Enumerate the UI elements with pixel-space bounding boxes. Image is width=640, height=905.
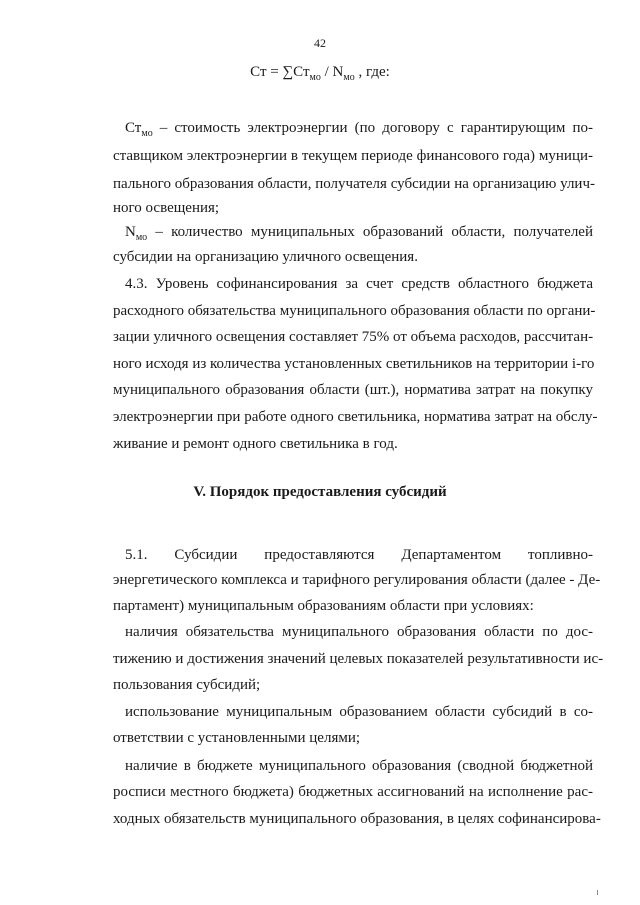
- definition-st-line-1: [125, 118, 593, 144]
- condition-3-line-2: росписи местного бюджета) бюджетных ассигнований на исполнение рас-: [113, 784, 593, 800]
- paragraph-5-1-line-2: энергетического комплекса и тарифного регулирования области (далее - Де-: [113, 572, 601, 588]
- paragraph-4-3-line-1: 4.3. Уровень софинансирования за счет средств областного бюджета: [125, 276, 593, 292]
- paragraph-4-3-line-3: зации уличного освещения составляет 75% от объема расходов, рассчитан-: [113, 329, 594, 345]
- condition-1-line-2: тижению и достижения значений целевых показателей результативности ис-: [113, 651, 604, 667]
- definition-st-line-4: ного освещения;: [113, 200, 220, 216]
- definition-n-line-1: [125, 222, 593, 248]
- paragraph-4-3-line-6: электроэнергии при работе одного светильника, норматива затрат на обслу-: [113, 409, 598, 425]
- paragraph-4-3-line-2: расходного обязательства муниципального образования области по органи-: [113, 303, 596, 319]
- condition-2-line-1: использование муниципальным образованием области субсидий в со-: [125, 704, 593, 720]
- paragraph-4-3-line-4: ного исходя из количества установленных светильников на территории i-го: [113, 356, 595, 372]
- formula-mid: / N: [320, 64, 344, 80]
- page-number: 42: [314, 36, 326, 50]
- section-heading: V. Порядок предоставления субсидий: [193, 484, 447, 500]
- condition-1-line-3: пользования субсидий;: [113, 677, 261, 693]
- definition-n-subscript: мо: [135, 232, 148, 243]
- definition-n-text: – количество муниципальных образований области, получателей: [147, 224, 593, 240]
- definition-n-line-2: субсидии на организацию уличного освещения.: [113, 249, 418, 265]
- formula-rhs: , где:: [354, 64, 390, 80]
- formula-lhs: Ст = ∑Ст: [250, 64, 310, 80]
- paragraph-4-3-line-7: живание и ремонт одного светильника в год.: [113, 436, 398, 452]
- definition-st-subscript: мо: [141, 128, 153, 139]
- formula-sub-1: мо: [309, 72, 321, 83]
- condition-3-line-3: ходных обязательств муниципального образования, в целях софинансирова-: [113, 811, 601, 827]
- paragraph-5-1-line-1: 5.1. Субсидии предоставляются Департаментом топливно-: [125, 547, 593, 563]
- scan-mark: [597, 890, 598, 895]
- paragraph-5-1-line-3: партамент) муниципальным образованиям области при условиях:: [113, 598, 534, 614]
- definition-n-symbol: N: [125, 224, 136, 240]
- definition-st-line-2: ставщиком электроэнергии в текущем периоде финансового года) муници-: [113, 148, 593, 164]
- definition-st-symbol: Ст: [125, 120, 142, 136]
- condition-1-line-1: наличия обязательства муниципального образования области по дос-: [125, 624, 593, 640]
- formula-sub-2: мо: [343, 72, 355, 83]
- definition-st-line-3: пального образования области, получателя субсидии на организацию улич-: [113, 176, 595, 192]
- condition-3-line-1: наличие в бюджете муниципального образования (сводной бюджетной: [125, 758, 593, 774]
- paragraph-4-3-line-5: муниципального образования области (шт.), норматива затрат на покупку: [113, 382, 593, 398]
- condition-2-line-2: ответствии с установленными целями;: [113, 730, 361, 746]
- formula: [0, 64, 640, 83]
- definition-st-text: – стоимость электроэнергии (по договору с гарантирующим по-: [152, 120, 593, 136]
